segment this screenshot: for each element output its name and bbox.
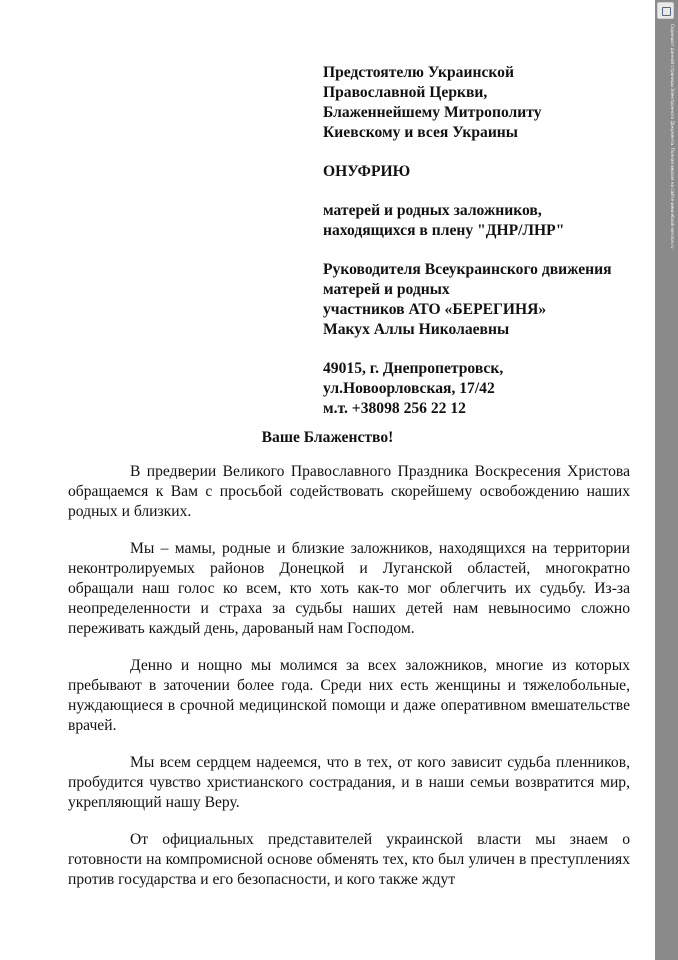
body-paragraph: Денно и нощно мы молимся за всех заложников, многие из которых пребывают в заточении более года. Среди них есть женщины и тяжелобольные, нуждающиеся в срочной медицинской помощи и даже оперативном вмешательстве врачей. (68, 657, 630, 734)
contact-line: 49015, г. Днепропетровск, (323, 360, 504, 377)
viewer-sidebar (655, 0, 678, 960)
sender-line: находящихся в плену "ДНР/ЛНР" (323, 222, 565, 239)
recipient-name: ОНУФРИЮ (323, 163, 411, 180)
leader-line: участников АТО «БЕРЕГИНЯ» (323, 301, 547, 318)
spacer (323, 143, 643, 162)
service-logo-icon (657, 2, 674, 19)
leader-line: матерей и родных (323, 281, 450, 298)
recipient-line: Православной Церкви, (323, 84, 488, 101)
recipient-line: Киевскому и всея Украины (323, 124, 518, 141)
body-paragraph: Мы – мамы, родные и близкие заложников, находящихся на территории неконтролируемых районов Донецкой и Луганской областей, многократно обращали наш голос ко всем, кто хоть как-то мог облегчить их судьбу. Из-за неопределенности и страха за судьбы наших детей нам невыносимо сложно переживать каждый день, дарованый нам Господом. (68, 540, 630, 637)
contact-line: м.т. +38098 256 22 12 (323, 400, 466, 417)
leader-line: Руководителя Всеукраинского движения (323, 261, 612, 278)
spacer (323, 340, 643, 359)
letter-body (68, 462, 630, 907)
sender-line: матерей и родных заложников, (323, 202, 542, 219)
spacer (323, 241, 643, 260)
body-paragraph: От официальных представителей украинской власти мы знаем о готовности на компромисной основе обменять тех, кто был уличен в преступлениях против государства и его безопасности, и кого также ждут (68, 831, 630, 888)
contact-line: ул.Новоорловская, 17/42 (323, 380, 495, 397)
salutation: Ваше Блаженство! (261, 429, 394, 446)
address-block (323, 63, 643, 419)
recipient-line: Блаженнейшему Митрополиту (323, 104, 542, 121)
watermark-stamp-text: Скриншот данной страницы Электронного Документа. Полная версия на сайте www.ebook-service.ru (670, 24, 675, 249)
recipient-line: Предстоятелю Украинской (323, 64, 514, 81)
leader-line: Макух Аллы Николаевны (323, 321, 510, 338)
body-paragraph: В предверии Великого Православного Праздника Воскресения Христова обращаемся к Вам с просьбой содействовать скорейшему освобождению наших родных и близких. (68, 463, 630, 520)
spacer (323, 182, 643, 201)
body-paragraph: Мы всем сердцем надеемся, что в тех, от кого зависит судьба пленников, пробудится чувство христианского сострадания, и в наши семьи возвратится мир, укрепляющий нашу Веру. (68, 754, 630, 811)
